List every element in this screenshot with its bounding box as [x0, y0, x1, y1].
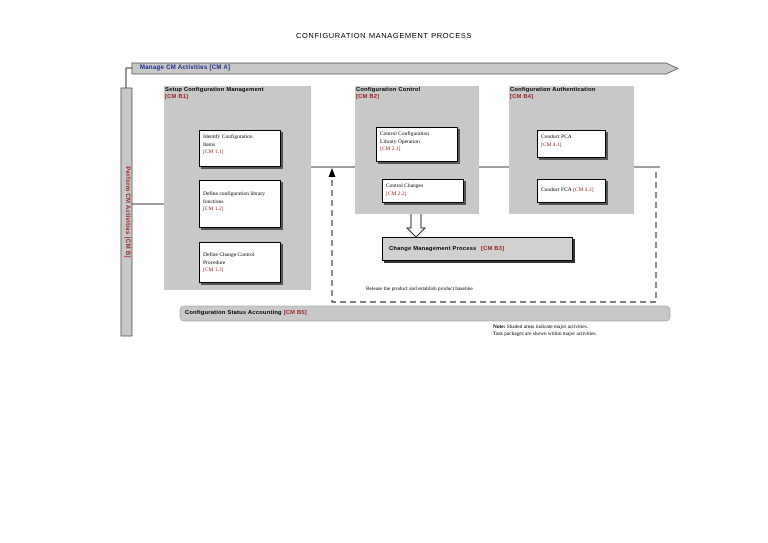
- auth-group-title: Configuration Authentication [CM B4]: [510, 87, 596, 100]
- task-control-changes[interactable]: Control Changes [CM 2.2]: [382, 179, 464, 203]
- page-title: CONFIGURATION MANAGEMENT PROCESS: [295, 31, 473, 40]
- legend-note: Note: Shaded areas indicate major activities. Task packages are shown within major activities.: [493, 324, 597, 337]
- task-define-change-control[interactable]: Define Change Control Procedure [CM 1.3]: [199, 242, 281, 283]
- manage-banner-label: Manage CM Activities [CM A]: [140, 64, 231, 71]
- control-group-title: Configuration Control [CM B2]: [356, 87, 421, 100]
- release-baseline-text: Release the product and establish product baseline: [366, 286, 473, 292]
- setup-group-title: Setup Configuration Management [CM B1]: [165, 87, 264, 100]
- task-control-library-operation[interactable]: Control Configuration Library Operation [CM 2.1]: [376, 127, 458, 162]
- task-conduct-pca[interactable]: Conduct PCA [CM 4.1]: [537, 130, 606, 158]
- status-accounting-label: Configuration Status Accounting [CM B5]: [185, 310, 307, 316]
- manage-code: [CM A]: [209, 64, 231, 71]
- perform-bar-label: Perform CM Activities [CM B]: [123, 166, 130, 258]
- change-management-box[interactable]: Change Management Process [CM B3]: [382, 237, 573, 261]
- task-conduct-fca[interactable]: Conduct FCA [CM 4.2]: [537, 179, 606, 203]
- task-define-library-functions[interactable]: Define configuration library functions [CM 1.2]: [199, 180, 281, 228]
- task-identify-ci[interactable]: Identify Configuration Items [CM 1.1]: [199, 130, 281, 167]
- perform-manage-connector: [126, 68, 132, 88]
